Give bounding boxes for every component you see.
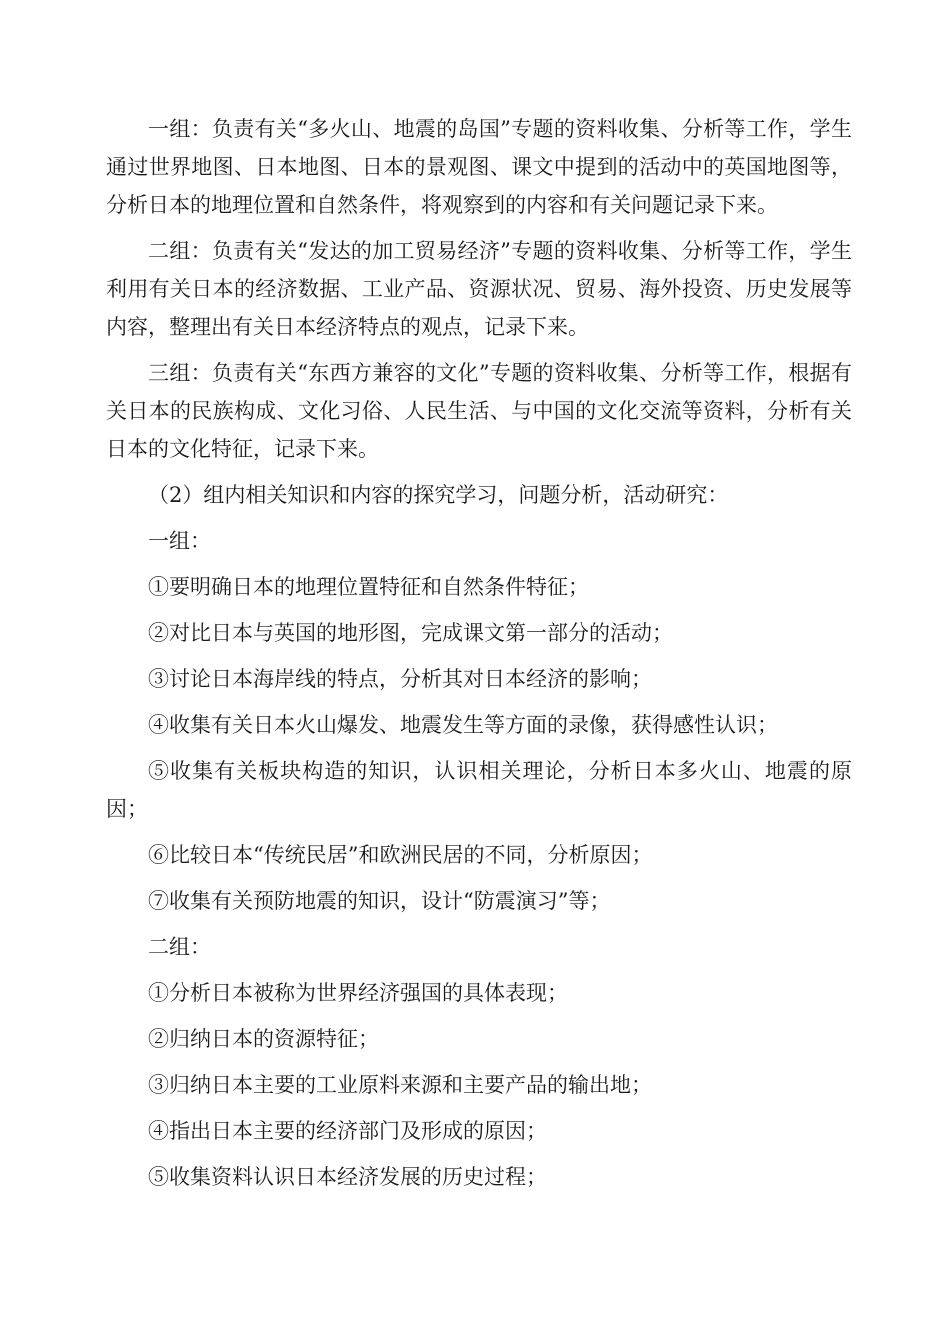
- list-item: ④收集有关日本火山爆发、地震发生等方面的录像，获得感性认识；: [148, 713, 778, 737]
- document-body: [106, 110, 852, 1204]
- group2-label: 二组：: [148, 935, 211, 959]
- paragraph-group2-task: 二组：负责有关“发达的加工贸易经济”专题的资料收集、分析等工作，学生利用有关日本的经济数据、工业产品、资源状况、贸易、海外投资、历史发展等内容，整理出有关日本经济特点的观点，记录下来。: [106, 239, 852, 339]
- list-item: ①分析日本被称为世界经济强国的具体表现；: [148, 981, 568, 1005]
- list-item: ⑤收集有关板块构造的知识，认识相关理论，分析日本多火山、地震的原因；: [106, 759, 852, 821]
- section-heading: （2）组内相关知识和内容的探究学习，问题分析，活动研究：: [148, 483, 729, 507]
- list-item: ①要明确日本的地理位置特征和自然条件特征；: [148, 575, 589, 599]
- list-item: ⑦收集有关预防地震的知识，设计“防震演习”等；: [148, 889, 611, 913]
- paragraph-group3-task: 三组：负责有关“东西方兼容的文化”专题的资料收集、分析等工作，根据有关日本的民族构成、文化习俗、人民生活、与中国的文化交流等资料，分析有关日本的文化特征，记录下来。: [106, 361, 852, 461]
- list-item: ②归纳日本的资源特征；: [148, 1027, 379, 1051]
- group1-label: 一组：: [148, 529, 211, 553]
- list-item: ④指出日本主要的经济部门及形成的原因；: [148, 1119, 547, 1143]
- paragraph-group1-task: 一组：负责有关“多火山、地震的岛国”专题的资料收集、分析等工作，学生通过世界地图、日本地图、日本的景观图、课文中提到的活动中的英国地图等，分析日本的地理位置和自然条件，将观察到的内容和有关问题记录下来。: [106, 117, 852, 217]
- list-item: ⑥比较日本“传统民居”和欧洲民居的不同，分析原因；: [148, 843, 653, 867]
- list-item: ②对比日本与英国的地形图，完成课文第一部分的活动；: [148, 621, 673, 645]
- list-item: ③归纳日本主要的工业原料来源和主要产品的输出地；: [148, 1073, 652, 1097]
- list-item: ⑤收集资料认识日本经济发展的历史过程；: [148, 1165, 547, 1189]
- list-item: ③讨论日本海岸线的特点，分析其对日本经济的影响；: [148, 667, 652, 691]
